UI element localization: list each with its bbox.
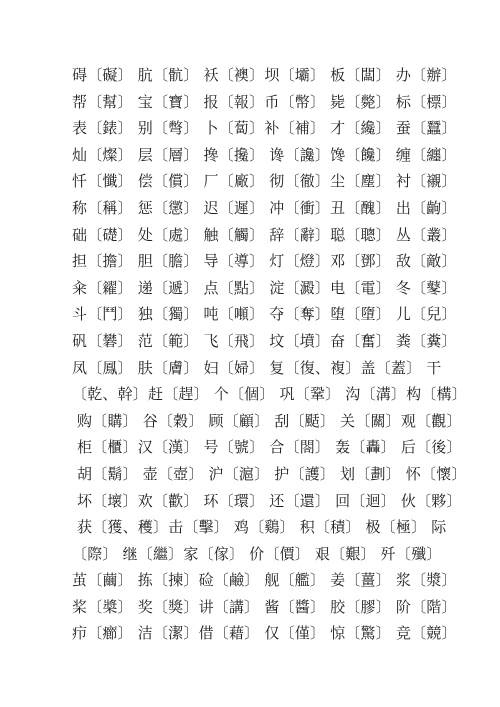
text-line: 忏〔懺〕 偿〔償〕 厂〔廠〕 彻〔徹〕尘〔塵〕 衬〔襯〕 — [72, 172, 457, 191]
text-line: 桨〔槳〕 奖〔獎〕讲〔講〕 酱〔醬〕 胶〔膠〕 阶〔階〕 — [72, 597, 457, 616]
text-line: 矾〔礬〕 范〔範〕 飞〔飛〕 坟〔墳〕奋〔奮〕 粪〔糞〕 — [72, 331, 457, 350]
text-line: 疖〔癤〕 洁〔潔〕借〔藉〕 仅〔僅〕 惊〔驚〕 竞〔競〕 — [72, 624, 457, 643]
text-line: 柜〔櫃〕汉〔漢〕 号〔號〕 合〔閤〕 轰〔轟〕 后〔後〕 — [72, 438, 462, 457]
text-line: 茧〔繭〕 拣〔揀〕硷〔鹼〕 舰〔艦〕 姜〔薑〕 浆〔漿〕 — [72, 571, 457, 590]
text-line: 购〔購〕 谷〔穀〕 顾〔顧〕 刮〔颳〕 关〔關〕观〔觀〕 — [72, 411, 462, 430]
text-line: 凤〔鳳〕 肤〔膚〕 妇〔婦〕 复〔復、複〕盖〔蓋〕 干 — [72, 358, 442, 377]
text-line: 斗〔鬥〕 独〔獨〕 吨〔噸〕 夺〔奪〕堕〔墮〕 儿〔兒〕 — [72, 305, 457, 324]
text-line: 灿〔燦〕 层〔層〕 搀〔攙〕 谗〔讒〕馋〔饞〕 缠〔纏〕 — [72, 145, 457, 164]
text-line: 胡〔鬍〕 壶〔壺〕 沪〔滬〕 护〔護〕 划〔劃〕 怀〔懷〕 — [72, 464, 467, 483]
text-line: 表〔錶〕 别〔彆〕 卜〔蔔〕补〔補〕 才〔纔〕 蚕〔蠶〕 — [72, 119, 457, 138]
text-line: 坏〔壞〕欢〔歡〕 环〔環〕 还〔還〕 回〔迴〕 伙〔夥〕 — [72, 491, 462, 510]
text-line: 础〔礎〕 处〔處〕 触〔觸〕 辞〔辭〕聪〔聰〕 丛〔叢〕 — [72, 225, 457, 244]
text-line: 〔乾、幹〕赶〔趕〕 个〔個〕 巩〔鞏〕 沟〔溝〕构〔構〕 — [72, 385, 467, 404]
text-line: 碍〔礙〕 肮〔骯〕 袄〔襖〕坝〔壩〕 板〔闆〕 办〔辦〕 — [72, 66, 457, 84]
text-line: 籴〔糴〕 递〔遞〕 点〔點〕 淀〔澱〕电〔電〕 冬〔鼕〕 — [72, 278, 457, 297]
text-line: 获〔獲、穫〕击〔擊〕 鸡〔鷄〕 积〔積〕 极〔極〕 际 — [72, 518, 447, 537]
text-block — [72, 62, 467, 647]
text-line: 〔際〕 继〔繼〕家〔傢〕 价〔價〕 艰〔艱〕 歼〔殲〕 — [72, 544, 442, 563]
text-line: 担〔擔〕 胆〔膽〕 导〔導〕 灯〔燈〕邓〔鄧〕 敌〔敵〕 — [72, 252, 457, 271]
text-line: 帮〔幫〕 宝〔寶〕 报〔報〕币〔幣〕 毙〔斃〕 标〔標〕 — [72, 92, 457, 111]
text-line: 称〔稱〕 惩〔懲〕 迟〔遲〕 冲〔衝〕丑〔醜〕 出〔齣〕 — [72, 198, 457, 217]
